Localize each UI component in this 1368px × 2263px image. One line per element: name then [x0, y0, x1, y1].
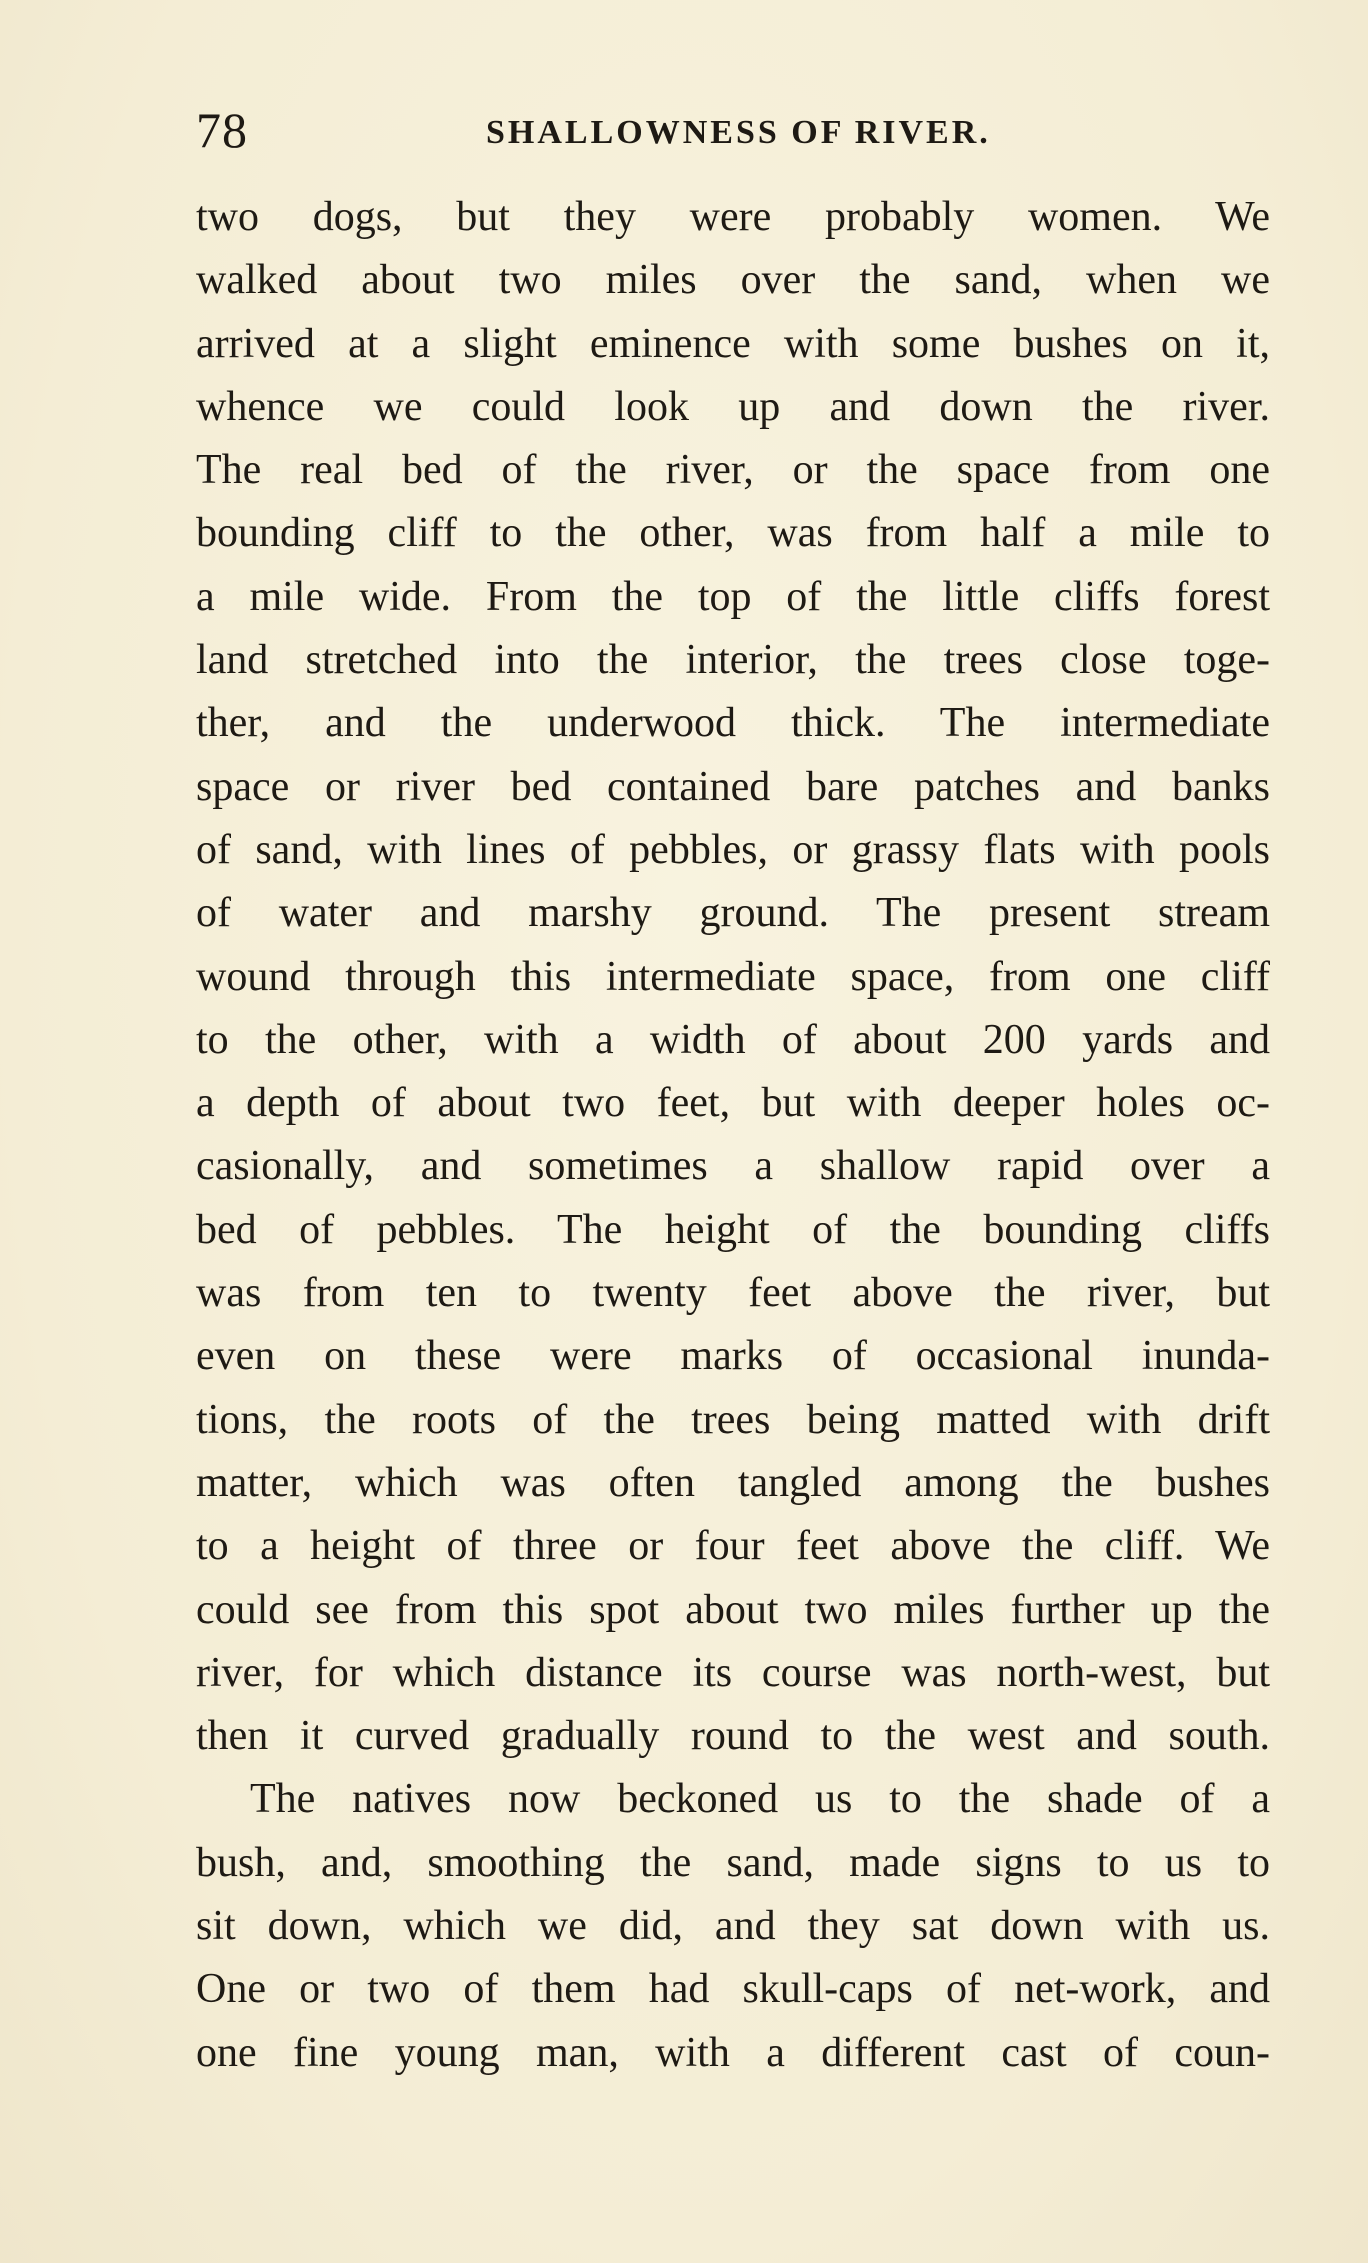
text-line: One or two of them had skull-caps of net-work, and	[196, 1966, 1270, 2013]
text-line: space or river bed contained bare patches and banks	[196, 763, 1270, 810]
text-line: two dogs, but they were probably women. We	[196, 194, 1270, 240]
text-line: land stretched into the interior, the trees close toge-	[196, 637, 1270, 684]
text-line: even on these were marks of occasional inunda-	[196, 1333, 1270, 1380]
text-line: one fine young man, with a different cast of coun-	[196, 2029, 1270, 2076]
text-line: of sand, with lines of pebbles, or grassy flats with pools	[196, 826, 1270, 873]
text-line: bed of pebbles. The height of the bounding cliffs	[196, 1206, 1270, 1253]
page-number: 78	[196, 102, 248, 158]
text-line: river, for which distance its course was north-west, but	[196, 1649, 1270, 1696]
text-line: matter, which was often tangled among the bushes	[196, 1459, 1270, 1506]
text-line: then it curved gradually round to the west and south.	[196, 1713, 1270, 1760]
text-line: ther, and the underwood thick. The intermediate	[196, 700, 1270, 747]
text-line: The real bed of the river, or the space from one	[196, 447, 1270, 494]
text-line: a mile wide. From the top of the little cliffs forest	[196, 573, 1270, 620]
body-text	[196, 186, 1270, 2085]
paragraph-start-line: The natives now beckoned us to the shade of a	[250, 1776, 1270, 1823]
page-header	[196, 100, 1268, 160]
text-line: to the other, with a width of about 200 yards and	[196, 1016, 1270, 1063]
text-line: bounding cliff to the other, was from half a mile to	[196, 510, 1270, 557]
text-line: bush, and, smoothing the sand, made signs to us to	[196, 1839, 1270, 1886]
text-line: walked about two miles over the sand, when we	[196, 257, 1270, 304]
text-line: was from ten to twenty feet above the river, but	[196, 1270, 1270, 1317]
text-line: sit down, which we did, and they sat down with us.	[196, 1903, 1270, 1950]
text-line: whence we could look up and down the river.	[196, 383, 1270, 430]
text-line: wound through this intermediate space, from one cliff	[196, 953, 1270, 1000]
text-line: arrived at a slight eminence with some bushes on it,	[196, 320, 1270, 367]
text-line: casionally, and sometimes a shallow rapid over a	[196, 1143, 1270, 1190]
text-line: of water and marshy ground. The present stream	[196, 890, 1270, 937]
text-line: a depth of about two feet, but with deeper holes oc-	[196, 1080, 1270, 1127]
text-line: could see from this spot about two miles further up the	[196, 1586, 1270, 1633]
text-line: tions, the roots of the trees being matted with drift	[196, 1396, 1270, 1443]
text-line: to a height of three or four feet above the cliff. We	[196, 1523, 1270, 1570]
running-head: SHALLOWNESS OF RIVER.	[486, 114, 991, 151]
